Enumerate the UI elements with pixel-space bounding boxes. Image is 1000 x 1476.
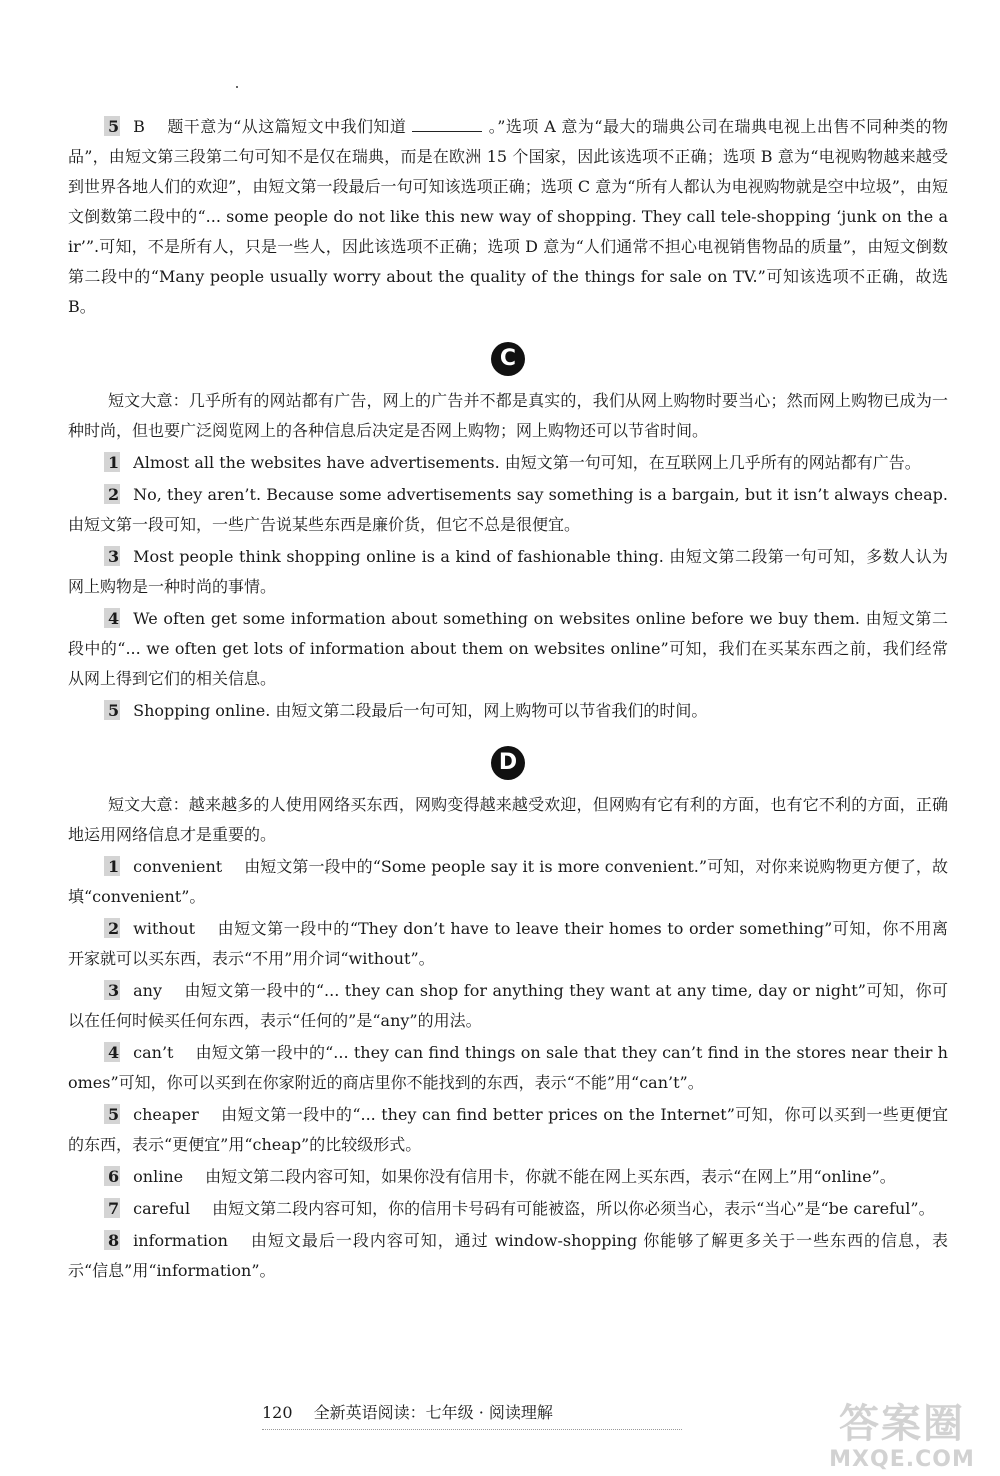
item-number: 7 — [108, 1194, 119, 1224]
item-answer: can’t — [133, 1043, 174, 1062]
item-explanation-pre: 题干意为“从这篇短文中我们知道 — [166, 117, 407, 136]
item-explanation: Shopping online. 由短文第二段最后一句可知，网上购物可以节省我们的时间。 — [133, 701, 708, 720]
item-number: 5 — [108, 696, 119, 726]
item-answer: convenient — [133, 857, 223, 876]
section-c-item-5 — [68, 696, 948, 726]
item-number: 3 — [108, 976, 119, 1006]
answer-page — [68, 112, 948, 1288]
item-number: 5 — [108, 112, 119, 142]
item-explanation: 由短文第一段中的“Some people say it is more convenient.”可知，对你来说购物更方便了，故填“convenient”。 — [68, 857, 948, 906]
item-answer: online — [133, 1167, 184, 1186]
item-answer: any — [133, 981, 163, 1000]
section-d-item-2 — [68, 914, 948, 974]
item-answer: cheaper — [133, 1105, 199, 1124]
item-answer: careful — [133, 1199, 191, 1218]
book-title: 全新英语阅读：七年级 · 阅读理解 — [313, 1403, 553, 1422]
section-c-item-1 — [68, 448, 948, 478]
section-d-item-6 — [68, 1162, 948, 1192]
item-number: 1 — [108, 448, 119, 478]
item-explanation: 由短文第二段内容可知，你的信用卡号码有可能被盗，所以你必须当心，表示“当心”是“be careful”。 — [212, 1199, 935, 1218]
item-explanation: 由短文第一段中的“... they can find things on sale that they can’t find in the stores near their homes”可知，你可以买到在你家附近的商店里你不能找到的东西，表示“不能”用“can’t”。 — [68, 1043, 948, 1092]
item-number: 3 — [108, 542, 119, 572]
item-number: 8 — [108, 1226, 119, 1256]
item-explanation: We often get some information about something on websites online before we buy them. 由短文第二段中的“... we often get lots of information about them on websites online”可知，我们在买某东西之前，我们经常从网上得到它们的相关信息。 — [68, 609, 948, 688]
item-explanation: 由短文第一段中的“... they can shop for anything they want at any time, day or night”可知，你可以在任何时候买任何东西，表示“任何的”是“any”的用法。 — [68, 981, 948, 1030]
answer-blank — [412, 117, 482, 132]
item-explanation-post: 。”选项 A 意为“最大的瑞典公司在瑞典电视上出售不同种类的物品”，由短文第三段第二句可知不是仅在瑞典，而是在欧洲 15 个国家，因此该选项不正确；选项 B 意为“电视购物越来越受到世界各地人们的欢迎”，由短文第一段最后一句可知该选项正确；选项 C 意为“所有人都认为电视购物就是空中垃圾”，由短文倒数第二段中的“... some people do not like this new way of shopping. They call tele-shopping ‘junk on the air’”.可知，不是所有人，只是一些人，因此该选项不正确；选项 D 意为“人们通常不担心电视销售物品的质量”，由短文倒数第二段中的“Many people usually worry about the quality of the things for sale on TV.”可知该选项不正确，故选 B。 — [68, 117, 948, 316]
item-number: 2 — [108, 480, 119, 510]
watermark-logo — [812, 1400, 992, 1472]
item-number: 2 — [108, 914, 119, 944]
item-answer: without — [133, 919, 196, 938]
item-explanation: 由短文第一段中的“They don’t have to leave their homes to order something”可知，你不用离开家就可以买东西，表示“不用”用介词“without”。 — [68, 919, 948, 968]
section-d-item-8 — [68, 1226, 948, 1286]
item-number: 6 — [108, 1162, 119, 1192]
section-d-item-4 — [68, 1038, 948, 1098]
page-number: 120 — [262, 1403, 293, 1422]
section-d-item-7 — [68, 1194, 948, 1224]
section-d-item-1 — [68, 852, 948, 912]
watermark-line1: 答案圈 — [839, 1401, 965, 1447]
section-c-summary: 短文大意：几乎所有的网站都有广告，网上的广告并不都是真实的，我们从网上购物时要当心；然而网上购物已成为一种时尚，但也要广泛阅览网上的各种信息后决定是否网上购物；网上购物还可以节省时间。 — [68, 391, 948, 440]
item-explanation: No, they aren’t. Because some advertisements say something is a bargain, but it isn’t always cheap. 由短文第一段可知，一些广告说某些东西是廉价货，但它不总是很便宜。 — [68, 485, 948, 534]
item-explanation: Almost all the websites have advertisements. 由短文第一句可知，在互联网上几乎所有的网站都有广告。 — [133, 453, 921, 472]
item-explanation: 由短文第二段内容可知，如果你没有信用卡，你就不能在网上买东西，表示“在网上”用“online”。 — [205, 1167, 896, 1186]
section-badge-c: C — [491, 342, 525, 376]
item-explanation: Most people think shopping online is a kind of fashionable thing. 由短文第二段第一句可知，多数人认为网上购物是一种时尚的事情。 — [68, 547, 948, 596]
item-number: 1 — [108, 852, 119, 882]
section-b-item-5 — [68, 112, 948, 322]
section-badge-d: D — [491, 746, 525, 780]
item-answer: information — [133, 1231, 228, 1250]
section-d-item-3 — [68, 976, 948, 1036]
item-explanation: 由短文最后一段内容可知，通过 window-shopping 你能够了解更多关于一些东西的信息，表示“信息”用“information”。 — [68, 1231, 948, 1280]
section-c-item-3 — [68, 542, 948, 602]
watermark-line2: MXQE.COM — [829, 1447, 975, 1472]
item-explanation: 由短文第一段中的“... they can find better prices on the Internet”可知，你可以买到一些更便宜的东西，表示“更便宜”用“cheap”的比较级形式。 — [68, 1105, 948, 1154]
item-number: 5 — [108, 1100, 119, 1130]
section-d-item-5 — [68, 1100, 948, 1160]
item-answer: B — [133, 117, 145, 136]
section-d-summary: 短文大意：越来越多的人使用网络买东西，网购变得越来越受欢迎，但网购有它有利的方面，也有它不利的方面，正确地运用网络信息才是重要的。 — [68, 795, 948, 844]
item-number: 4 — [108, 604, 119, 634]
section-c-item-4 — [68, 604, 948, 694]
page-footer — [262, 1400, 682, 1430]
speck — [236, 86, 238, 88]
section-c-item-2 — [68, 480, 948, 540]
item-number: 4 — [108, 1038, 119, 1068]
